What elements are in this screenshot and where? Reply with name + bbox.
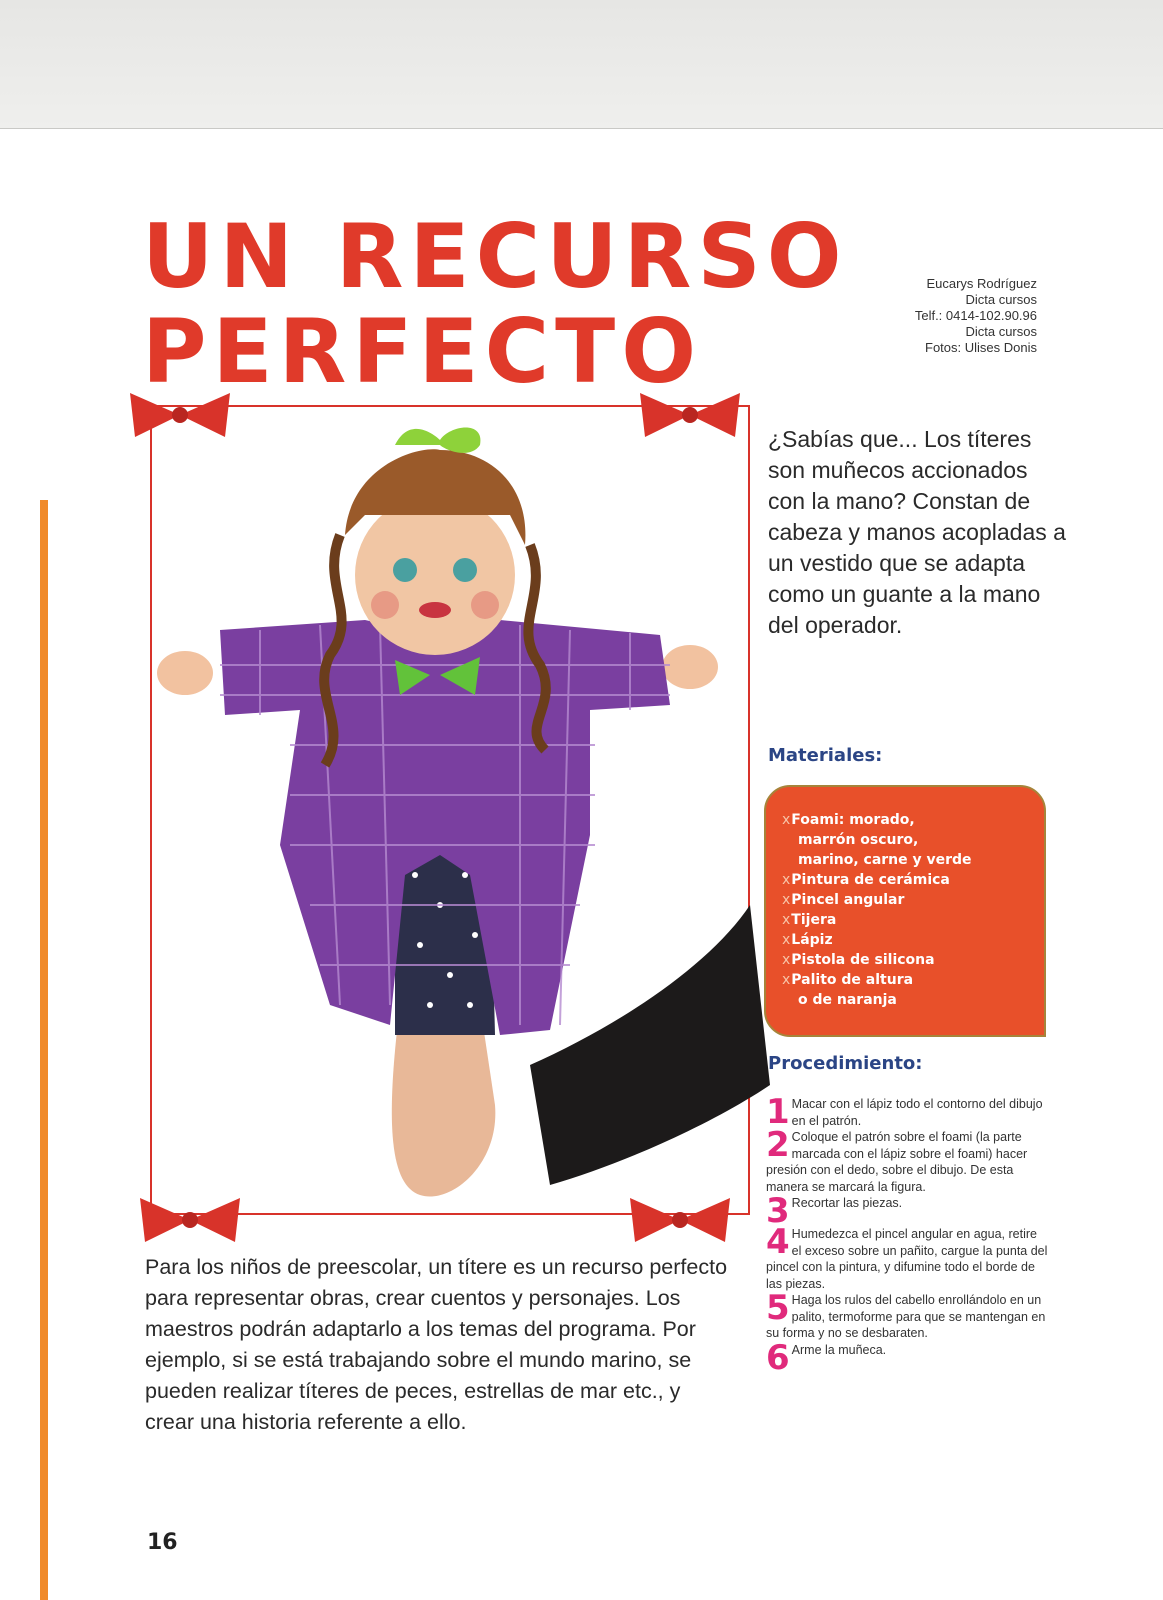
bow-ornament-top-right [630,385,750,445]
material-item [782,970,1044,990]
material-label: Tijera [791,912,837,928]
credit-phone: Telf.: 0414-102.90.96 [914,308,1037,323]
credits [915,276,1037,356]
title-line-2: PERFECTO [142,300,703,403]
procedure-step [766,1191,1048,1231]
materials-box [764,785,1046,1037]
procedure-step [766,1288,1048,1342]
scan-edge [0,0,1163,129]
credit-role: Dicta cursos [965,292,1037,307]
material-item [782,930,1044,950]
material-item-continuation: marrón oscuro, [798,832,919,848]
step-number: 3 [766,1191,790,1231]
x-bullet-icon: x [782,972,791,988]
x-bullet-icon: x [782,912,791,928]
procedure-step [766,1125,1048,1195]
step-text: Arme la muñeca. [791,1342,887,1357]
material-label: Lápiz [791,932,833,948]
material-item [782,810,1044,830]
procedure-step [766,1222,1048,1292]
step-number: 6 [766,1337,790,1378]
credit-author: Eucarys Rodríguez [926,276,1037,291]
x-bullet-icon: x [782,892,791,908]
x-bullet-icon: x [782,952,791,968]
x-bullet-icon: x [782,932,791,948]
step-number: 2 [766,1125,790,1165]
procedure-step [766,1092,1048,1132]
material-item [782,910,1044,930]
intro-text: ¿Sabías que... Los títeres son muñecos accionados con la mano? Constan de cabeza y manos acopladas a un vestido que se adapta como un guante a la mano del operador. [768,426,1066,638]
page-number: 16 [147,1530,178,1555]
material-item [782,950,1044,970]
material-label: Pintura de cerámica [791,872,950,888]
materials-heading: Materiales: [768,745,883,766]
step-number: 4 [766,1222,790,1262]
puppet-photo [150,405,770,1215]
procedure-heading: Procedimiento: [768,1053,923,1074]
step-text: Haga los rulos del cabello enrollándolo en un palito, termoforme para que se mantengan en su forma y no se desbaraten. [766,1293,1046,1340]
bow-ornament-bottom-left [130,1190,250,1250]
step-number: 1 [766,1092,790,1132]
body-paragraph: Para los niños de preescolar, un títere es un recurso perfecto para representar obras, crear cuentos y personajes. Los maestros podrán adaptarlo a los temas del programa. Por ejemplo, si se está trabajando sobre el mundo marino, se pueden realizar títeres de peces, estrellas de mar etc., y crear una historia referente a ello. [145,1255,728,1434]
material-label: Pistola de silicona [791,952,935,968]
page-edge-strip [40,500,48,1600]
material-item [782,870,1044,890]
step-text: Coloque el patrón sobre el foami (la parte marcada con el lápiz sobre el foami) hacer presión con el dedo, sobre el dibujo. De esta manera se marcará la figura. [766,1130,1028,1194]
procedure-steps [766,1092,1048,1378]
material-item [782,890,1044,910]
credit-role-2: Dicta cursos [965,324,1037,339]
step-text: Humedezca el pincel angular en agua, retire el exceso sobre un pañito, cargue la punta del pincel con la pintura, y difumine todo el borde de las piezas. [766,1227,1048,1291]
step-text: Recortar las piezas. [791,1196,903,1210]
title-line-1: UN RECURSO [142,205,848,308]
bow-ornament-bottom-right [620,1190,740,1250]
x-bullet-icon: x [782,872,791,888]
material-label: Palito de altura [791,972,914,988]
material-label: Foami: morado, [791,812,915,828]
material-item-continuation: marino, carne y verde [798,852,972,868]
credit-photos: Fotos: Ulises Donis [925,340,1037,355]
procedure-step [766,1337,1048,1378]
step-number: 5 [766,1288,790,1328]
step-text: Macar con el lápiz todo el contorno del dibujo en el patrón. [791,1097,1043,1128]
material-label: Pincel angular [791,892,905,908]
material-item-continuation: o de naranja [798,992,897,1008]
bow-ornament-top-left [120,385,240,445]
x-bullet-icon: x [782,812,791,828]
